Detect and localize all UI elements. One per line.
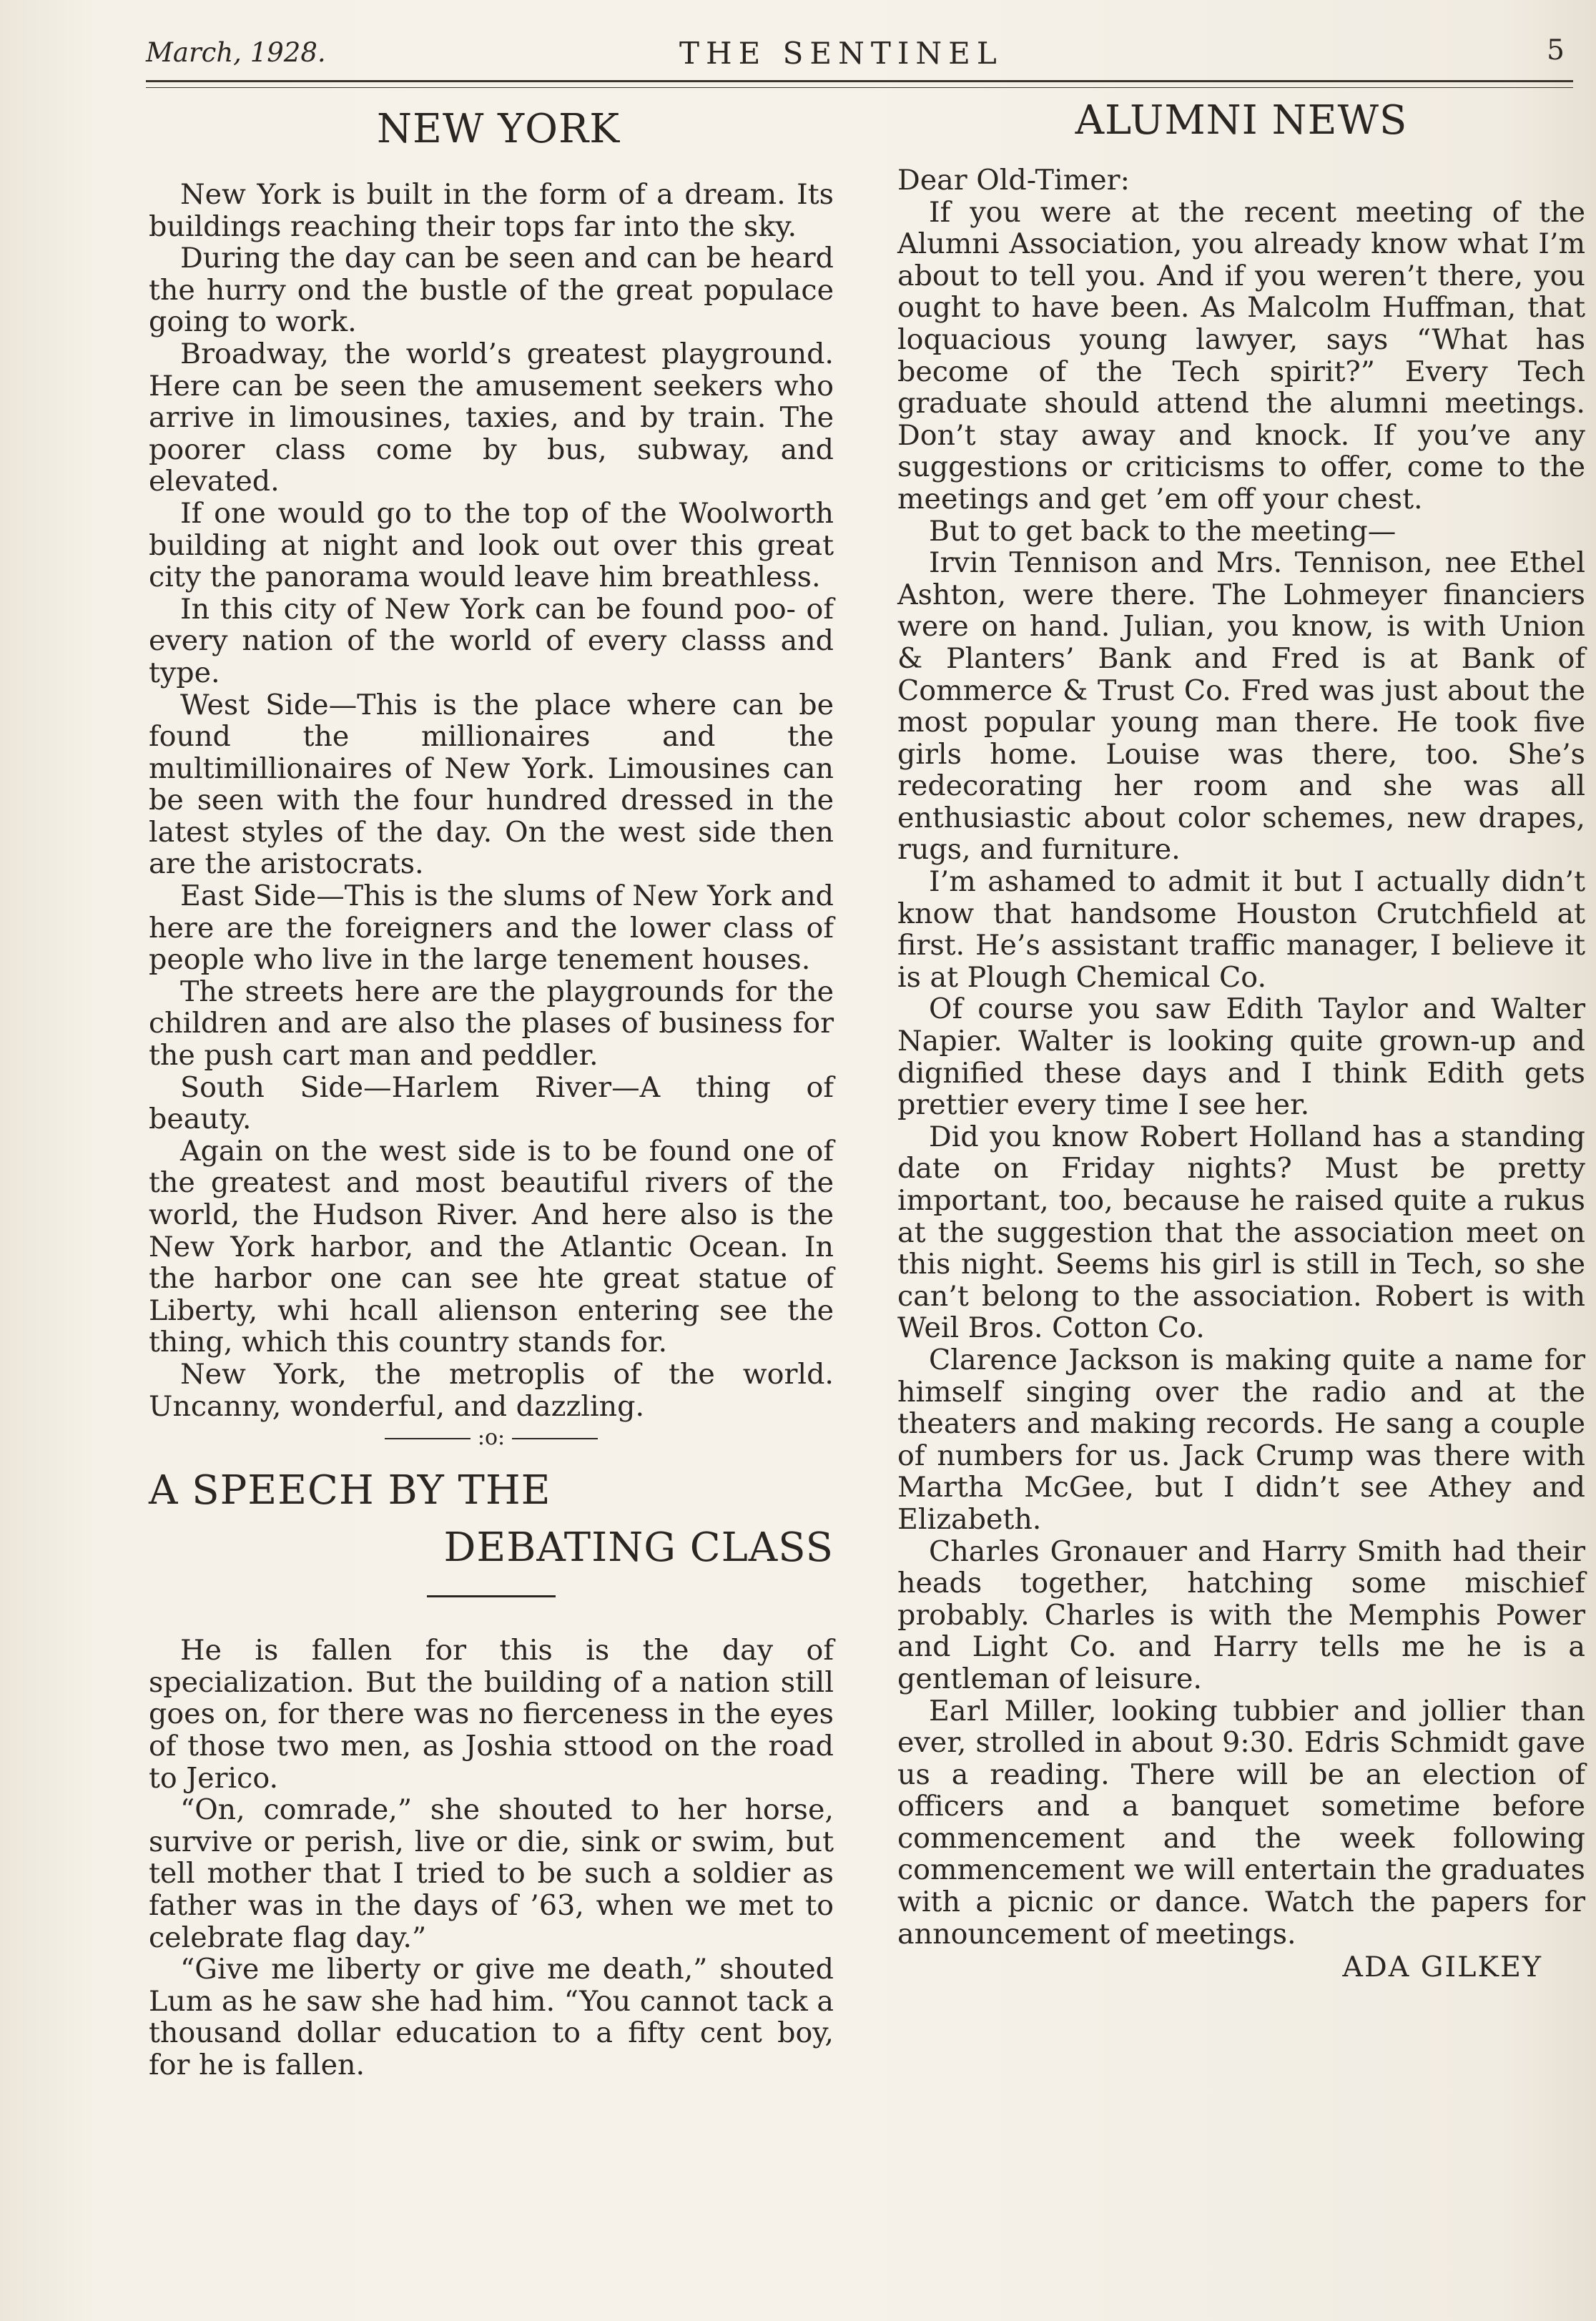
article-paragraph: Broadway, the world’s greatest playground. Here can be seen the amusement seekers who arrive in limousines, taxies, and by train. The poorer class come by bus, subway, and elevated.	[149, 337, 834, 498]
section-divider	[149, 1424, 834, 1452]
page-number: 5	[1547, 34, 1565, 66]
article-paragraph: New York is built in the form of a dream. Its buildings reaching their tops far into the sky.	[149, 178, 834, 243]
article-paragraph: East Side—This is the slums of New York and here are the foreigners and the lower class of people who live in the large tenement houses.	[149, 879, 834, 977]
article-paragraph: The streets here are the playgrounds for the children and are also the plases of business for the push cart man and peddler.	[149, 975, 834, 1073]
speech-heading-line-2: DEBATING CLASS	[443, 1524, 834, 1572]
article-paragraph: Earl Miller, looking tubbier and jollier than ever, strolled in about 9:30. Edris Schmidt gave us a reading. There will be an election of officers and a banquet sometime before commencement and the week following commencement we will entertain the graduates with a picnic or dance. Watch the papers for announcement of meetings.	[897, 1694, 1585, 1951]
divider-mark: :o:	[477, 1425, 506, 1451]
article-paragraph: Again on the west side is to be found one of the greatest and most beautiful rivers of the world, the Hudson River. And here also is the New York harbor, and the Atlantic Ocean. In the harbor one can see hte great statue of Liberty, whi hcall alienson entering see the thing, which this country stands for.	[149, 1134, 834, 1359]
publication-title: THE SENTINEL	[679, 36, 1003, 71]
article-paragraph: “Give me liberty or give me death,” shouted Lum as he saw she had him. “You cannot tack a thousand dollar education to a fifty cent boy, for he is fallen.	[149, 1953, 834, 2081]
article-paragraph: Charles Gronauer and Harry Smith had their heads together, hatching some mischief probably. Charles is with the Memphis Power and Light Co. and Harry tells me he is a gentleman of leisure.	[897, 1534, 1585, 1695]
article-paragraph: If one would go to the top of the Woolworth building at night and look out over this great city the panorama would leave him breathless.	[149, 496, 834, 594]
article-paragraph: But to get back to the meeting—	[929, 514, 1396, 548]
salutation: Dear Old-Timer:	[897, 164, 1130, 197]
author-signature: ADA GILKEY	[1342, 1951, 1542, 1984]
article-paragraph: “On, comrade,” she shouted to her horse, survive or perish, live or die, sink or swim, but tell mother that I tried to be such a soldier as father was in the days of ’63, when we met to celebrate flag day.”	[149, 1793, 834, 1954]
divider-line	[512, 1438, 598, 1439]
speech-article	[149, 1635, 834, 2081]
article-paragraph: West Side—This is the place where can be found the millionaires and the multimillionaires of New York. Limousines can be seen with the four hundred dressed in the latest styles of the day. On the west side then are the aristocrats.	[149, 688, 834, 881]
article-paragraph: South Side—Harlem River—A thing of beauty.	[149, 1070, 834, 1136]
article-paragraph: Did you know Robert Holland has a standing date on Friday nights? Must be pretty important, too, because he raised quite a rukus at the suggestion that the association meet on this night. Seems his girl is still in Tech, so she can’t belong to the association. Robert is with Weil Bros. Cotton Co.	[897, 1120, 1585, 1345]
header-rule-thin	[146, 87, 1573, 88]
new-york-article	[149, 179, 834, 1422]
alumni-article	[897, 164, 1585, 1984]
article-paragraph: In this city of New York can be found poo- of every nation of the world of every classs and type.	[149, 592, 834, 689]
article-paragraph: Clarence Jackson is making quite a name for himself singing over the radio and at the theaters and making records. He sang a couple of numbers for us. Jack Crump was there with Martha McGee, but I didn’t see Athey and Elizabeth.	[897, 1343, 1585, 1536]
left-column	[149, 104, 834, 2081]
issue-date: March, 1928.	[146, 37, 326, 68]
heading-rule	[427, 1595, 556, 1597]
alumni-news-heading: ALUMNI NEWS	[1075, 97, 1408, 144]
article-paragraph: New York, the metroplis of the world. Uncanny, wonderful, and dazzling.	[149, 1357, 834, 1423]
running-header	[146, 34, 1570, 77]
article-paragraph: Of course you saw Edith Taylor and Walter Napier. Walter is looking quite grown-up and dignified these days and I think Edith gets prettier every time I see her.	[897, 992, 1585, 1122]
new-york-heading: NEW YORK	[376, 106, 621, 152]
speech-heading-line-1: A SPEECH BY THE	[149, 1467, 551, 1514]
article-paragraph: Irvin Tennison and Mrs. Tennison, nee Ethel Ashton, were there. The Lohmeyer financiers were on hand. Julian, you know, is with Union & Planters’ Bank and Fred is at Bank of Commerce & Trust Co. Fred was just about the most popular young man there. He took five girls home. Louise was there, too. She’s redecorating her room and she was all enthusiastic about color schemes, new drapes, rugs, and furniture.	[897, 546, 1585, 867]
article-paragraph: During the day can be seen and can be heard the hurry ond the bustle of the great populace going to work.	[149, 242, 834, 339]
article-paragraph: If you were at the recent meeting of the Alumni Association, you already know what I’m about to tell you. And if you weren’t there, you ought to have been. As Malcolm Huffman, that loquacious young lawyer, says “What has become of the Tech spirit?” Every Tech graduate should attend the alumni meetings. Don’t stay away and knock. If you’ve any suggestions or criticisms to offer, come to the meetings and get ’em off your chest.	[897, 195, 1585, 516]
right-column	[897, 97, 1585, 1984]
article-paragraph: He is fallen for this is the day of specialization. But the building of a nation still goes on, for there was no fierceness in the eyes of those two men, as Joshia sttood on the road to Jerico.	[149, 1634, 834, 1795]
article-paragraph: I’m ashamed to admit it but I actually didn’t know that handsome Houston Crutchfield at first. He’s assistant traffic manager, I believe it is at Plough Chemical Co.	[897, 865, 1585, 994]
header-rule	[146, 80, 1573, 82]
divider-line	[385, 1438, 471, 1439]
